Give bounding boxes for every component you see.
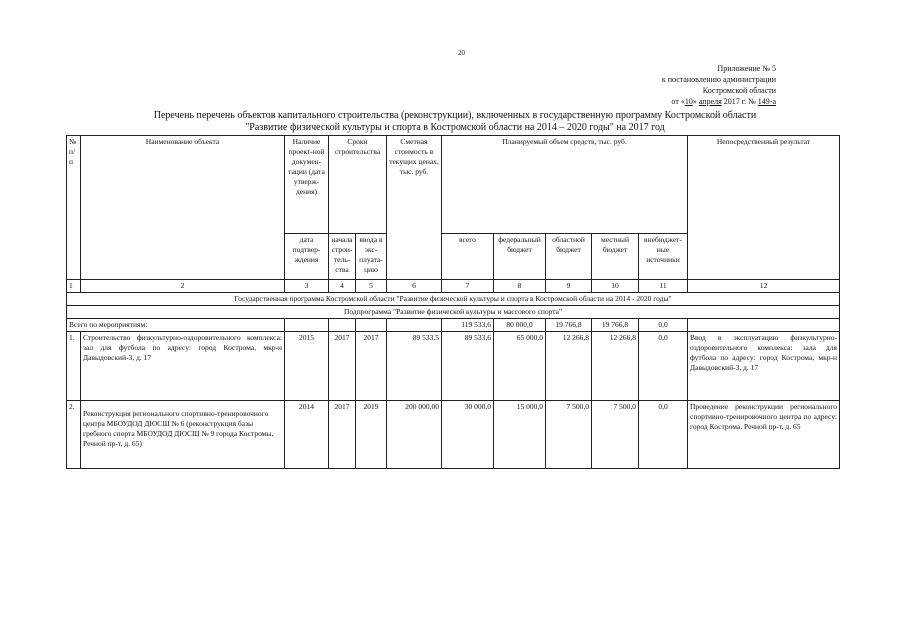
row-regional: 12 266,8 [546, 332, 592, 401]
total-regional: 19 766,8 [546, 319, 592, 332]
header-result: Непосредственный результат [688, 136, 840, 280]
total-row [67, 319, 840, 332]
row-commission: 2019 [356, 401, 387, 469]
header-sub-total: всего [442, 234, 494, 280]
appendix-line-4 [662, 96, 776, 107]
col-number: 11 [639, 280, 688, 293]
col-number: 5 [356, 280, 387, 293]
col-number: 3 [285, 280, 329, 293]
document-title [60, 110, 850, 134]
header-terms: Сроки строительства [329, 136, 387, 234]
col-number: 4 [329, 280, 356, 293]
title-line-2: "Развитие физической культуры и спорта в Костромской области на 2014 – 2020 годы" на 2017 год [245, 122, 665, 133]
header-name: Наименование объекта [81, 136, 285, 280]
title-line-1: Перечень перечень объектов капитального строительства (реконструкции), включенных в государственную программу Костромской области [153, 110, 757, 121]
appendix-date-mid: » [692, 97, 699, 106]
row-start: 2017 [329, 332, 356, 401]
header-docs: Наличие проект-ной докумен-тации (дата утверж-дения) [285, 136, 329, 234]
header-sub-start: начала строи-тель-ства [329, 234, 356, 280]
subprogram-title: Подпрограмма "Развитие физической культуры и массового спорта" [67, 306, 840, 319]
empty-cell [285, 319, 329, 332]
header-num: № п/п [67, 136, 81, 280]
header-sub-federal: федеральный бюджет [494, 234, 546, 280]
row-cost: 89 533,5 [387, 332, 442, 401]
row-start: 2017 [329, 401, 356, 469]
empty-cell [356, 319, 387, 332]
total-federal: 80 000,0 [494, 319, 546, 332]
appendix-date-prefix: от « [671, 97, 685, 106]
appendix-month: апреля [698, 97, 722, 106]
header-sub-commission: ввода в экс-плуата-цию [356, 234, 387, 280]
total-extra: 0,0 [639, 319, 688, 332]
appendix-day: 10 [684, 97, 693, 106]
col-number: 12 [688, 280, 840, 293]
empty-cell [329, 319, 356, 332]
row-commission: 2017 [356, 332, 387, 401]
empty-cell [688, 319, 840, 332]
row-extra: 0,0 [639, 332, 688, 401]
appendix-line-2: к постановлению администрации [661, 75, 776, 84]
header-sub-date: дата подтвер-ждения [285, 234, 329, 280]
header-row-1 [67, 136, 840, 234]
appendix-year: 2017 г. № [721, 97, 758, 106]
header-sub-extra: внебюджет-ные источники [639, 234, 688, 280]
empty-cell [387, 319, 442, 332]
row-doc-date: 2015 [285, 332, 329, 401]
total-local: 19 766,8 [592, 319, 639, 332]
total-label: Всего по мероприятиям: [67, 319, 285, 332]
row-num: 2. [67, 401, 81, 469]
row-cost: 200 000,00 [387, 401, 442, 469]
program-row [67, 293, 840, 306]
column-number-row [67, 280, 840, 293]
col-number: 6 [387, 280, 442, 293]
row-extra: 0,0 [639, 401, 688, 469]
row-doc-date: 2014 [285, 401, 329, 469]
row-num: 1. [67, 332, 81, 401]
row-federal: 65 000,0 [494, 332, 546, 401]
header-sub-regional: областной бюджет [546, 234, 592, 280]
program-title: Государственная программа Костромской области "Развитие физической культуры и спорта в Костромской области на 2014 - 2020 годы" [67, 293, 840, 306]
row-result: Проведение реконструкции регионального спортивно-тренировочного центра по адресу: город Кострома, Речной пр-т, д. 65 [688, 401, 840, 469]
appendix-line-1: Приложение № 5 [717, 64, 776, 73]
row-local: 12 266,8 [592, 332, 639, 401]
header-cost: Сметная стоимость в текущих ценах, тыс. руб. [387, 136, 442, 280]
header-sub-local: местный бюджет [592, 234, 639, 280]
col-number: 8 [494, 280, 546, 293]
col-number: 2 [81, 280, 285, 293]
table-row [67, 401, 840, 469]
row-total: 30 000,0 [442, 401, 494, 469]
col-number: 1 [67, 280, 81, 293]
row-name: Строительство физкультурно-оздоровительного комплекса: зал для футбола по адресу: город Кострома, мкр-н Давыдовский-3, д. 17 [81, 332, 285, 401]
row-local: 7 500,0 [592, 401, 639, 469]
col-number: 7 [442, 280, 494, 293]
table-row [67, 332, 840, 401]
row-total: 89 533,6 [442, 332, 494, 401]
header-funds: Планируемый объем средств, тыс. руб. [442, 136, 688, 234]
row-name: Реконструкция регионального спортивно-тренировочного центра МБОУДОД ДЮСШ № 6 (реконструкция базы гребного спорта МБОУДОД ДЮСШ № 9 города Костромы, Речной пр-т, д. 65) [81, 401, 285, 469]
row-result: Ввод в эксплуатацию физкультурно-оздоровительного комплекса: зала для футбола по адресу: город Кострома, мкр-н Давыдовский-3, д. 17 [688, 332, 840, 401]
row-federal: 15 000,0 [494, 401, 546, 469]
col-number: 10 [592, 280, 639, 293]
subprogram-row [67, 306, 840, 319]
total-sum: 119 533,6 [442, 319, 494, 332]
page-number: 20 [458, 49, 465, 57]
objects-table [66, 135, 840, 469]
row-regional: 7 500,0 [546, 401, 592, 469]
appendix-line-3: Костромской области [702, 86, 776, 95]
col-number: 9 [546, 280, 592, 293]
appendix-number: 149-а [757, 97, 776, 106]
appendix-block [662, 63, 776, 107]
